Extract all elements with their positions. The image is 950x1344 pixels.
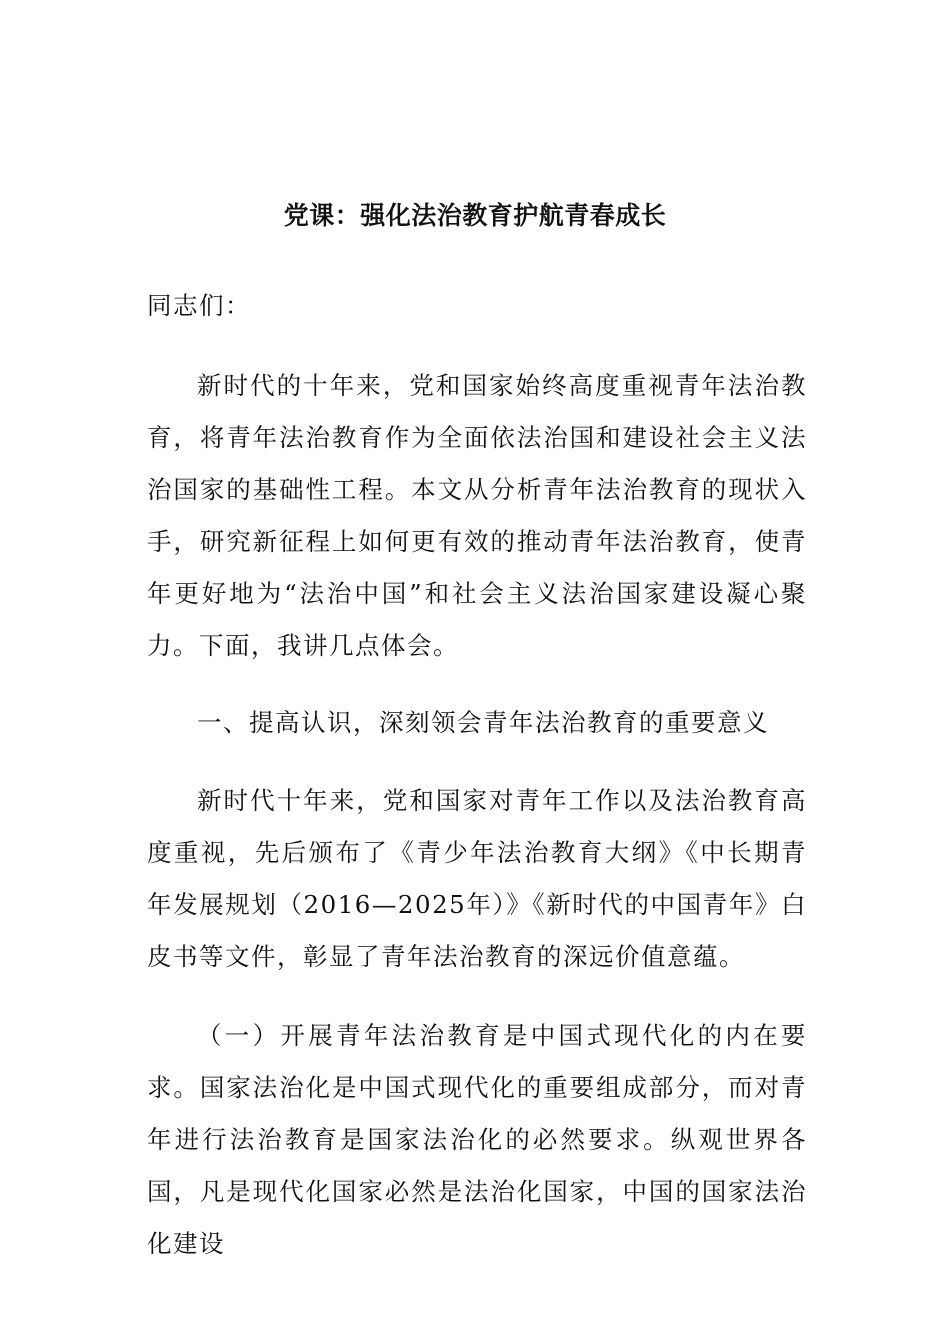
document-title: 党课：强化法治教育护航青春成长 (283, 201, 667, 230)
subsection-paragraph: （一）开展青年法治教育是中国式现代化的内在要求。国家法治化是中国式现代化的重要组成部分，而对青年进行法治教育是国家法治化的必然要求。纵观世界各国，凡是现代化国家必然是法治化国家，中国的国家法治化建设 (147, 1021, 807, 1258)
section-heading: 一、提高认识，深刻领会青年法治教育的重要意义 (197, 708, 769, 737)
section-paragraph: 新时代十年来，党和国家对青年工作以及法治教育高度重视，先后颁布了《青少年法治教育大纲》《中长期青年发展规划（2016—2025年）》《新时代的中国青年》白皮书等文件，彰显了青年法治教育的深远价值意蕴。 (147, 786, 807, 971)
salutation: 同志们： (147, 291, 251, 320)
intro-paragraph: 新时代的十年来，党和国家始终高度重视青年法治教育，将青年法治教育作为全面依法治国和建设社会主义法治国家的基础性工程。本文从分析青年法治教育的现状入手，研究新征程上如何更有效的推动青年法治教育，使青年更好地为“法治中国”和社会主义法治国家建设凝心聚力。下面，我讲几点体会。 (147, 371, 807, 660)
